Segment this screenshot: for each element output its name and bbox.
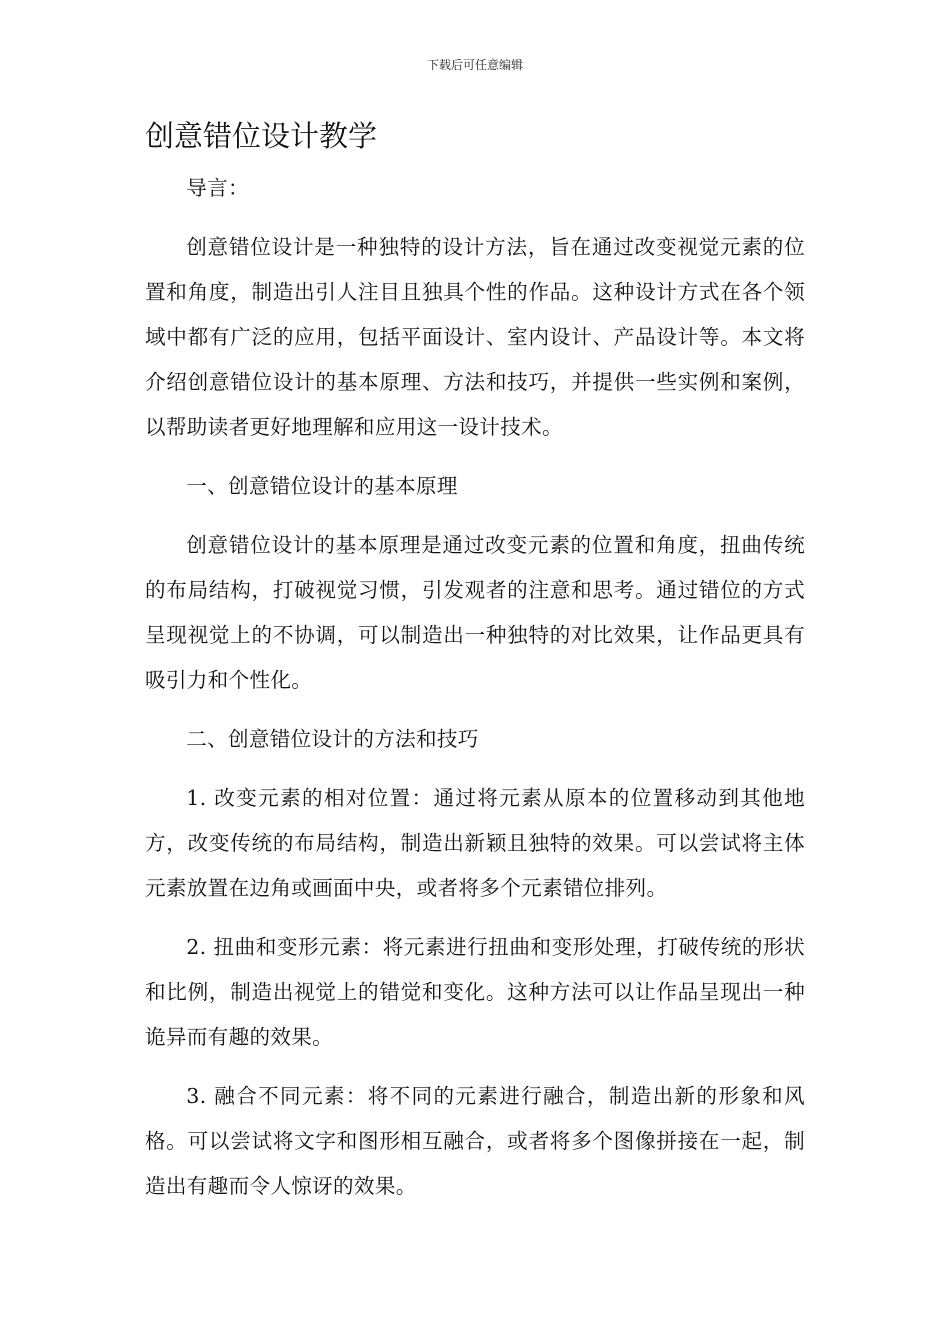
header-note: 下载后可任意编辑 — [426, 58, 523, 72]
intro-paragraph: 创意错位设计是一种独特的设计方法，旨在通过改变视觉元素的位置和角度，制造出引人注目且独具个性的作品。这种设计方式在各个领域中都有广泛的应用，包括平面设计、室内设计、产品设计等。本文将介绍创意错位设计的基本原理、方法和技巧，并提供一些实例和案例，以帮助读者更好地理解和应用这一设计技术。 — [145, 235, 805, 439]
method-item-2: 2. 扭曲和变形元素：将元素进行扭曲和变形处理，打破传统的形状和比例，制造出视觉上的错觉和变化。这种方法可以让作品呈现出一种诡异而有趣的效果。 — [145, 935, 805, 1049]
method-item-1: 1. 改变元素的相对位置：通过将元素从原本的位置移动到其他地方，改变传统的布局结构，制造出新颖且独特的效果。可以尝试将主体元素放置在边角或画面中央，或者将多个元素错位排列。 — [145, 786, 805, 900]
section-heading-principles: 一、创意错位设计的基本原理 — [186, 474, 458, 498]
method-item-3: 3. 融合不同元素：将不同的元素进行融合，制造出新的形象和风格。可以尝试将文字和图形相互融合，或者将多个图像拼接在一起，制造出有趣而令人惊讶的效果。 — [145, 1084, 805, 1198]
document-title: 创意错位设计教学 — [145, 119, 378, 153]
intro-label: 导言： — [186, 176, 249, 200]
section-heading-methods: 二、创意错位设计的方法和技巧 — [186, 727, 479, 751]
document-body — [145, 166, 805, 1223]
principles-paragraph: 创意错位设计的基本原理是通过改变元素的位置和角度，扭曲传统的布局结构，打破视觉习惯，引发观者的注意和思考。通过错位的方式呈现视觉上的不协调，可以制造出一种独特的对比效果，让作品更具有吸引力和个性化。 — [145, 533, 805, 692]
